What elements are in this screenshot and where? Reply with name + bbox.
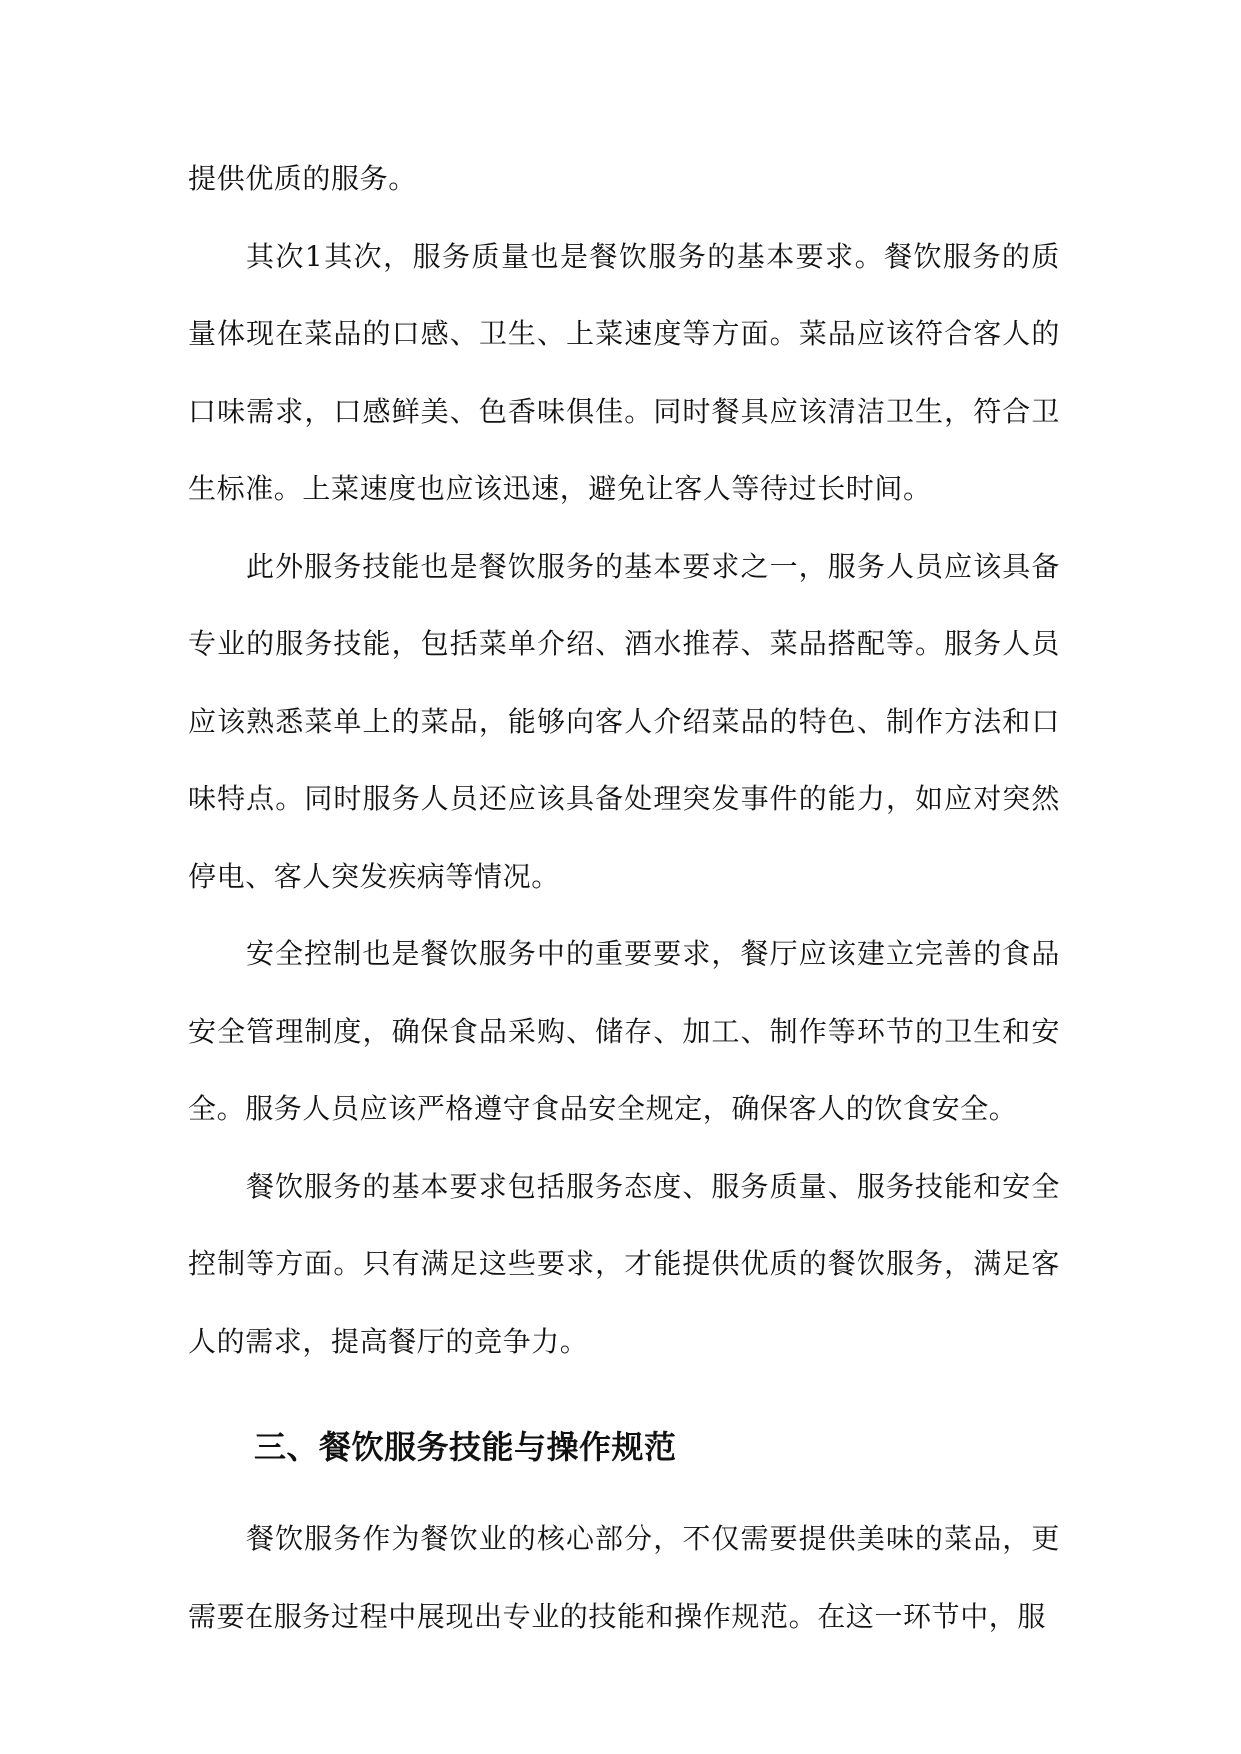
paragraph-continuation: 提供优质的服务。 bbox=[188, 162, 417, 195]
paragraph-safety-control: 安全控制也是餐饮服务中的重要要求，餐厅应该建立完善的食品安全管理制度，确保食品采购、储存、加工、制作等环节的卫生和安全。服务人员应该严格遵守食品安全规定，确保客人的饮食安全。 bbox=[188, 937, 1060, 1125]
paragraph-summary: 餐饮服务的基本要求包括服务态度、服务质量、服务技能和安全控制等方面。只有满足这些要求，才能提供优质的餐饮服务，满足客人的需求，提高餐厅的竞争力。 bbox=[188, 1169, 1060, 1358]
paragraph-service-quality: 其次1其次，服务质量也是餐饮服务的基本要求。餐饮服务的质量体现在菜品的口感、卫生、上菜速度等方面。菜品应该符合客人的口味需求，口感鲜美、色香味俱佳。同时餐具应该清洁卫生，符合卫生标准。上菜速度也应该迅速，避免让客人等待过长时间。 bbox=[188, 239, 1060, 505]
document-page bbox=[188, 140, 1060, 1655]
paragraph-section-intro: 餐饮服务作为餐饮业的核心部分，不仅需要提供美味的菜品，更需要在服务过程中展现出专业的技能和操作规范。在这一环节中，服 bbox=[188, 1522, 1060, 1633]
section-heading: 三、餐饮服务技能与操作规范 bbox=[254, 1428, 677, 1466]
paragraph-service-skills: 此外服务技能也是餐饮服务的基本要求之一，服务人员应该具备专业的服务技能，包括菜单介绍、酒水推荐、菜品搭配等。服务人员应该熟悉菜单上的菜品，能够向客人介绍菜品的特色、制作方法和口味特点。同时服务人员还应该具备处理突发事件的能力，如应对突然停电、客人突发疾病等情况。 bbox=[188, 549, 1060, 893]
